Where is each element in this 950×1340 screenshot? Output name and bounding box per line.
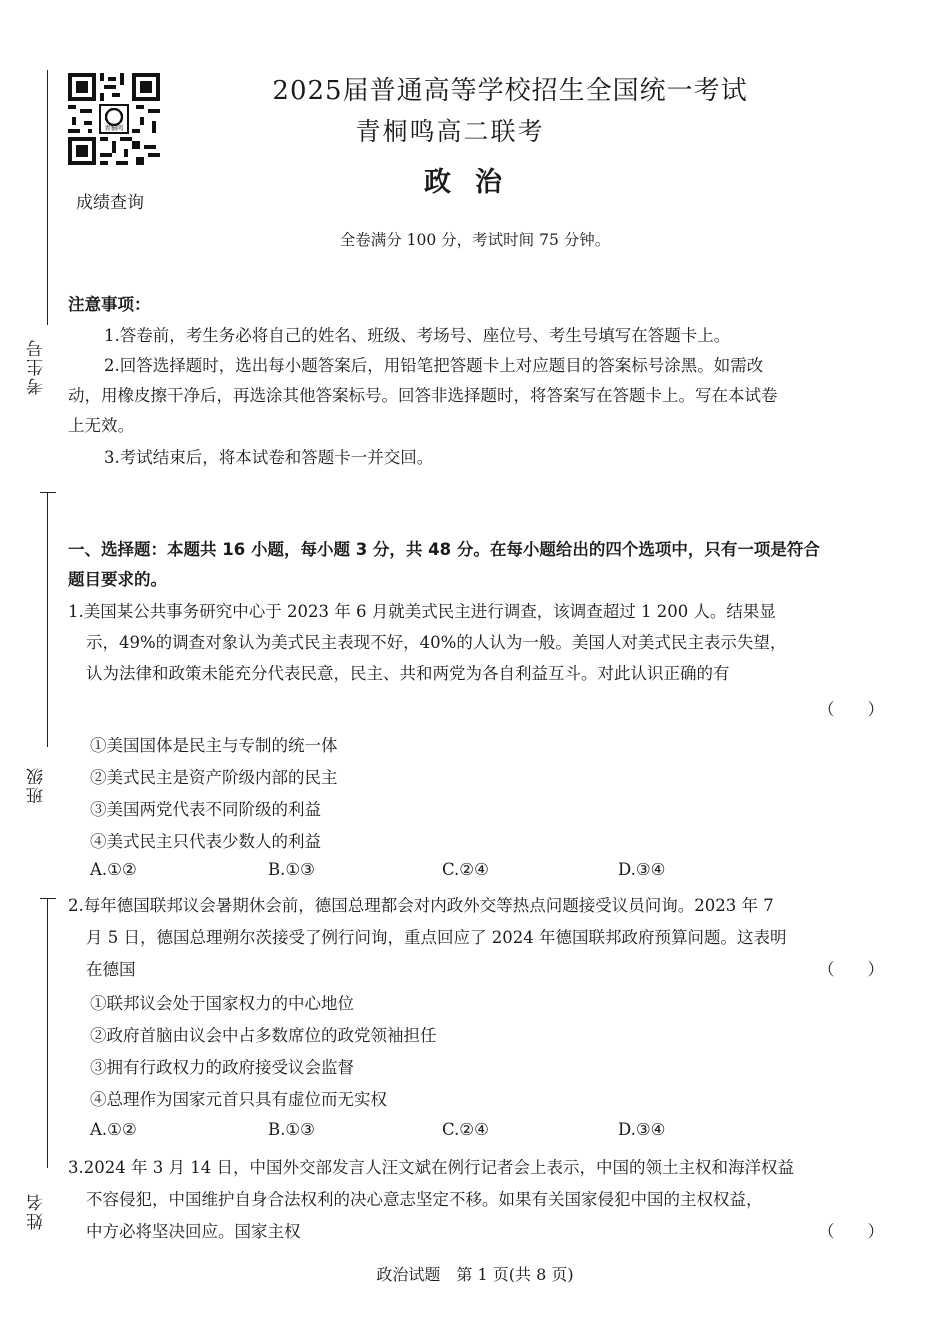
q1-option-1: ①美国国体是民主与专制的统一体 <box>90 736 338 755</box>
exam-number-label: 考生号 <box>27 338 47 395</box>
section-heading-line-1: 一、选择题：本题共 16 小题，每小题 3 分，共 48 分。在每小题给出的四个选项中，只有一项是符合 <box>68 540 820 559</box>
page-footer: 政治试题 第 1 页(共 8 页) <box>376 1265 574 1284</box>
notice-item-1: 1.答卷前，考生务必将自己的姓名、班级、考场号、座位号、考生号填写在答题卡上。 <box>104 326 731 345</box>
binding-line-low <box>47 898 48 1168</box>
q2-stem-line-1: 2.每年德国联邦议会暑期休会前，德国总理都会对内政外交等热点问题接受议员问询。2023 年 7 <box>68 896 774 915</box>
notice-heading: 注意事项： <box>68 295 151 314</box>
q1-option-4: ④美式民主只代表少数人的利益 <box>90 832 321 851</box>
notice-item-2-line-1: 2.回答选择题时，选出每小题答案后，用铅笔把答题卡上对应题目的答案标号涂黑。如需改 <box>104 356 764 375</box>
q2-option-2: ②政府首脑由议会中占多数席位的政党领袖担任 <box>90 1026 437 1045</box>
section-heading-line-2: 题目要求的。 <box>68 570 167 589</box>
q2-choice-b[interactable]: B.①③ <box>268 1120 315 1139</box>
q1-choice-c[interactable]: C.②④ <box>442 860 489 879</box>
exam-meta: 全卷满分 100 分，考试时间 75 分钟。 <box>339 231 611 249</box>
notice-item-2-line-2: 动，用橡皮擦干净后，再选涂其他答案标号。回答非选择题时，将答案写在答题卡上。写在本试卷 <box>68 386 778 405</box>
q1-option-3: ③美国两党代表不同阶级的利益 <box>90 800 321 819</box>
q1-option-2: ②美式民主是资产阶级内部的民主 <box>90 768 338 787</box>
qr-logo-text: 青桐鸣 <box>104 124 124 133</box>
notice-item-3: 3.考试结束后，将本试卷和答题卡一并交回。 <box>104 448 434 467</box>
q2-choice-d[interactable]: D.③④ <box>618 1120 666 1139</box>
name-label: 姓名 <box>27 1192 47 1230</box>
exam-title: 2025届普通高等学校招生全国统一考试 <box>272 76 748 106</box>
q1-choice-b[interactable]: B.①③ <box>268 860 315 879</box>
subject-title: 政治 <box>424 167 526 198</box>
binding-tick <box>40 898 56 899</box>
q1-choice-d[interactable]: D.③④ <box>618 860 666 879</box>
exam-subtitle: 青桐鸣高二联考 <box>355 117 545 146</box>
q3-stem-line-2: 不容侵犯，中国维护自身合法权利的决心意志坚定不移。如果有关国家侵犯中国的主权权益， <box>86 1190 763 1209</box>
q1-choice-a[interactable]: A.①② <box>90 860 137 879</box>
qr-caption: 成绩查询 <box>76 193 144 213</box>
q2-answer-blank[interactable]: （ ） <box>818 960 884 979</box>
q2-option-3: ③拥有行政权力的政府接受议会监督 <box>90 1058 354 1077</box>
binding-line-mid <box>47 492 48 747</box>
q2-choice-a[interactable]: A.①② <box>90 1120 137 1139</box>
q2-stem-line-3: 在德国 <box>86 960 136 979</box>
q3-stem-line-3: 中方必将坚决回应。国家主权 <box>86 1222 301 1241</box>
binding-tick <box>40 492 56 493</box>
q3-answer-blank[interactable]: （ ） <box>818 1222 884 1241</box>
notice-item-2-line-3: 上无效。 <box>68 416 134 435</box>
q1-stem-line-2: 示，49%的调查对象认为美式民主表现不好，40%的人认为一般。美国人对美式民主表示失望， <box>86 633 787 652</box>
class-label: 班级 <box>27 766 47 804</box>
q3-stem-line-1: 3.2024 年 3 月 14 日，中国外交部发言人汪文斌在例行记者会上表示，中国的领土主权和海洋权益 <box>68 1158 794 1177</box>
q2-option-4: ④总理作为国家元首只具有虚位而无实权 <box>90 1090 387 1109</box>
q2-choice-c[interactable]: C.②④ <box>442 1120 489 1139</box>
q1-answer-blank[interactable]: （ ） <box>818 700 884 719</box>
q2-option-1: ①联邦议会处于国家权力的中心地位 <box>90 994 354 1013</box>
q1-stem-line-1: 1.美国某公共事务研究中心于 2023 年 6 月就美式民主进行调查，该调查超过 1 200 人。结果显 <box>68 602 776 621</box>
q1-stem-line-3: 认为法律和政策未能充分代表民意，民主、共和两党为各自利益互斗。对此认识正确的有 <box>86 664 730 683</box>
q2-stem-line-2: 月 5 日，德国总理朔尔茨接受了例行问询，重点回应了 2024 年德国联邦政府预算问题。这表明 <box>86 928 787 947</box>
